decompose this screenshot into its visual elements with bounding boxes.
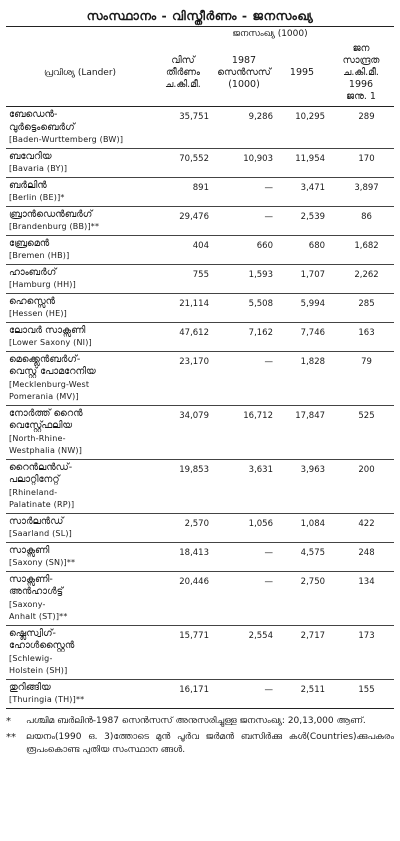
population-1995-cell: 1,084	[276, 513, 328, 542]
state-name-english: [Brandenburg (BB)]**	[9, 222, 100, 231]
density-cell: 155	[328, 679, 394, 708]
col-header-pop-1987	[212, 41, 276, 107]
state-name-english: Palatinate (RP)]	[9, 500, 75, 509]
density-cell: 3,897	[328, 177, 394, 206]
table-row	[6, 206, 394, 235]
header-line: ജന	[352, 43, 370, 54]
population-1987-cell: —	[212, 542, 276, 571]
state-name-cell	[6, 625, 154, 679]
header-line: സാന്ദ്രത	[342, 55, 380, 66]
header-line: 1987	[231, 55, 257, 66]
population-1995-cell: 680	[276, 235, 328, 264]
population-1987-cell: 7,162	[212, 322, 276, 351]
col-header-pop-1995	[276, 41, 328, 107]
state-name-english: [Bavaria (BY)]	[9, 164, 68, 173]
state-name-english: [Rhineland-	[9, 487, 58, 497]
state-name-malayalam: അൻഹാൾട്ട്	[9, 586, 64, 597]
density-cell: 163	[328, 322, 394, 351]
state-name-english: [North-Rhine-	[9, 433, 66, 443]
population-1987-cell: 1,056	[212, 513, 276, 542]
population-1987-cell: —	[212, 206, 276, 235]
state-name-malayalam: ബേഡെൻ-	[9, 109, 58, 120]
population-1987-cell: 5,508	[212, 293, 276, 322]
header-line: വിസ്	[171, 55, 195, 66]
state-name-malayalam: ഹെസ്സെൻ	[9, 295, 56, 307]
state-name-malayalam: ഹാംബർഗ്	[9, 266, 57, 278]
area-cell: 891	[154, 177, 212, 206]
population-1987-cell: 1,593	[212, 264, 276, 293]
density-cell: 134	[328, 571, 394, 625]
state-name-english: Holstein (SH)]	[9, 666, 68, 675]
state-name-cell	[6, 206, 154, 235]
state-name-malayalam: പലാറ്റിനേറ്റ്	[9, 474, 60, 485]
population-1987-cell: —	[212, 571, 276, 625]
population-1995-cell: 7,746	[276, 322, 328, 351]
table-row	[6, 542, 394, 571]
density-cell: 79	[328, 351, 394, 405]
state-name-english: [Lower Saxony (NI)]	[9, 338, 92, 347]
density-cell: 1,682	[328, 235, 394, 264]
population-1995-cell: 17,847	[276, 405, 328, 459]
table-row	[6, 513, 394, 542]
density-cell: 170	[328, 148, 394, 177]
state-name-english: [Berlin (BE)]*	[9, 193, 65, 202]
density-cell: 285	[328, 293, 394, 322]
state-name-malayalam: സാക്സണി	[9, 544, 50, 556]
state-name-cell	[6, 351, 154, 405]
population-group-header: ജനസംഖ്യ (1000)	[212, 27, 328, 42]
density-cell: 525	[328, 405, 394, 459]
footnotes	[6, 715, 394, 757]
area-cell: 70,552	[154, 148, 212, 177]
population-1987-cell: 9,286	[212, 107, 276, 149]
header-line: സെൻസസ്	[217, 67, 271, 78]
table-body	[6, 107, 394, 709]
table-row	[6, 351, 394, 405]
state-name-malayalam: സാക്സണി-	[9, 573, 53, 585]
footnote-marker: **	[6, 731, 16, 743]
area-cell: 19,853	[154, 459, 212, 513]
density-cell: 248	[328, 542, 394, 571]
header-line: ച.കി.മീ.	[165, 79, 201, 90]
state-name-malayalam: സാർലൻഡ്	[9, 515, 64, 527]
population-1995-cell: 1,828	[276, 351, 328, 405]
table-row	[6, 625, 394, 679]
state-name-malayalam: ബർലിൻ	[9, 179, 47, 191]
header-line: 1995	[289, 67, 315, 78]
population-1995-cell: 4,575	[276, 542, 328, 571]
state-name-malayalam: ഷ്ലെസ്വിഗ്-	[9, 627, 56, 639]
footnote	[6, 731, 394, 757]
table-row	[6, 177, 394, 206]
state-name-cell	[6, 542, 154, 571]
population-1995-cell: 2,750	[276, 571, 328, 625]
state-name-malayalam: നോർത്ത് റൈൻ	[9, 407, 83, 419]
table-row	[6, 679, 394, 708]
area-cell: 29,476	[154, 206, 212, 235]
state-name-malayalam: മെക്ക്ലെൻബർഗ്-	[9, 353, 81, 365]
footnote-text: പശ്ചിമ ബർലിൻ-1987 സെൻസസ് അനുസരിച്ചുള്ള ജനസംഖ്യ: 20,13,000 ആണ്.	[26, 715, 366, 726]
state-name-english: [Saxony-	[9, 599, 46, 609]
area-cell: 21,114	[154, 293, 212, 322]
state-name-cell	[6, 322, 154, 351]
state-name-english: Westphalia (NW)]	[9, 446, 83, 455]
state-name-cell	[6, 405, 154, 459]
population-1987-cell: 2,554	[212, 625, 276, 679]
population-1995-cell: 10,295	[276, 107, 328, 149]
state-name-english: Anhalt (ST)]**	[9, 612, 68, 621]
state-name-english: [Schlewig-	[9, 653, 53, 663]
state-name-cell	[6, 513, 154, 542]
population-1995-cell: 5,994	[276, 293, 328, 322]
state-name-cell	[6, 571, 154, 625]
state-name-cell	[6, 264, 154, 293]
header-line: ജനു. 1	[346, 91, 376, 102]
table-row	[6, 264, 394, 293]
footnote-marker: *	[6, 715, 11, 727]
population-1995-cell: 2,511	[276, 679, 328, 708]
state-name-malayalam: റൈൻലൻഡ്-	[9, 461, 73, 473]
state-name-english: [Mecklenburg-West	[9, 379, 90, 389]
state-name-english: [Baden-Wurttemberg (BW)]	[9, 135, 124, 144]
state-name-cell	[6, 107, 154, 149]
area-cell: 755	[154, 264, 212, 293]
density-cell: 173	[328, 625, 394, 679]
document-page	[6, 6, 394, 760]
col-header-state: പ്രവിശ്യ (Lander)	[6, 41, 154, 107]
population-1987-cell: 16,712	[212, 405, 276, 459]
area-cell: 23,170	[154, 351, 212, 405]
table-row	[6, 235, 394, 264]
state-name-malayalam: വുർട്ടെംബെർഗ്	[9, 121, 75, 133]
density-cell: 2,262	[328, 264, 394, 293]
state-name-english: Pomerania (MV)]	[9, 392, 79, 401]
population-1995-cell: 2,717	[276, 625, 328, 679]
state-name-cell	[6, 148, 154, 177]
population-1987-cell: 10,903	[212, 148, 276, 177]
area-cell: 18,413	[154, 542, 212, 571]
population-1987-cell: —	[212, 351, 276, 405]
state-name-english: [Saarland (SL)]	[9, 529, 73, 538]
area-cell: 35,751	[154, 107, 212, 149]
population-1987-cell: 660	[212, 235, 276, 264]
state-name-cell	[6, 293, 154, 322]
state-name-cell	[6, 679, 154, 708]
table-row	[6, 293, 394, 322]
population-1987-cell: —	[212, 679, 276, 708]
area-cell: 16,171	[154, 679, 212, 708]
state-name-english: [Thuringia (TH)]**	[9, 695, 85, 704]
density-cell: 86	[328, 206, 394, 235]
area-cell: 34,079	[154, 405, 212, 459]
state-name-cell	[6, 235, 154, 264]
area-cell: 2,570	[154, 513, 212, 542]
table-row	[6, 405, 394, 459]
header-line: 1996	[348, 79, 374, 90]
footnote	[6, 715, 394, 728]
state-name-malayalam: ലോവർ സാക്സണി	[9, 324, 86, 336]
col-header-area	[154, 41, 212, 107]
states-table	[6, 26, 394, 709]
state-name-english: [Hamburg (HH)]	[9, 280, 76, 289]
header-line: ച.കി.മീ.	[343, 67, 379, 78]
population-1995-cell: 11,954	[276, 148, 328, 177]
header-line: (1000)	[228, 79, 260, 90]
density-cell: 289	[328, 107, 394, 149]
population-1995-cell: 1,707	[276, 264, 328, 293]
state-name-malayalam: ബവേറിയ	[9, 150, 52, 162]
table-row	[6, 322, 394, 351]
state-name-cell	[6, 177, 154, 206]
population-1995-cell: 2,539	[276, 206, 328, 235]
state-name-malayalam: വെസ്റ്റ്ഫേലിയ	[9, 420, 73, 431]
table-row	[6, 459, 394, 513]
population-1995-cell: 3,471	[276, 177, 328, 206]
population-1987-cell: 3,631	[212, 459, 276, 513]
state-name-malayalam: ബ്രേമെൻ	[9, 237, 50, 249]
state-name-malayalam: തുറിങ്ങിയ	[9, 681, 51, 693]
state-name-english: [Bremen (HB)]	[9, 251, 70, 260]
population-1995-cell: 3,963	[276, 459, 328, 513]
state-name-cell	[6, 459, 154, 513]
footnote-text: ലയനം(1990 ഒ. 3)ത്തോടെ മുൻ പൂർവ ജർമൻ ബസിർക്കു കൾ(Countries)ക്കുപകരം രൂപംകൊണ്ട പുതിയ സംസ്ഥാന ങ്ങൾ.	[26, 731, 394, 755]
area-cell: 15,771	[154, 625, 212, 679]
col-header-density	[328, 41, 394, 107]
header-line: തീർണം	[166, 67, 200, 78]
area-cell: 404	[154, 235, 212, 264]
state-name-malayalam: വെസ്റ്റ് പോമറേനിയ	[9, 366, 96, 377]
area-cell: 47,612	[154, 322, 212, 351]
state-name-malayalam: ഹോൾസ്റ്റൈൻ	[9, 640, 75, 651]
table-row	[6, 107, 394, 149]
density-cell: 422	[328, 513, 394, 542]
population-1987-cell: —	[212, 177, 276, 206]
page-title: സംസ്ഥാനം - വിസ്തീർണം - ജനസംഖ്യ	[86, 8, 314, 23]
table-row	[6, 148, 394, 177]
area-cell: 20,446	[154, 571, 212, 625]
state-name-malayalam: ബ്രാൻഡെൻബർഗ്	[9, 208, 93, 220]
table-row	[6, 571, 394, 625]
density-cell: 200	[328, 459, 394, 513]
state-name-english: [Saxony (SN)]**	[9, 558, 76, 567]
state-name-english: [Hessen (HE)]	[9, 309, 67, 318]
